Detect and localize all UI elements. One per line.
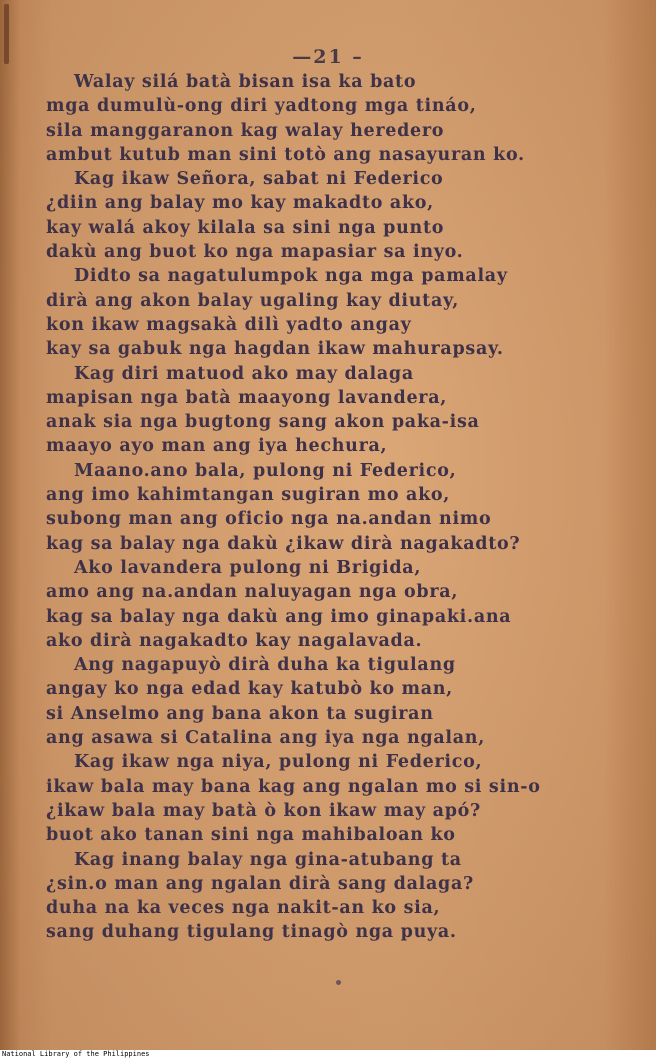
text-line: ang asawa si Catalina ang iya nga ngalan, xyxy=(46,728,485,749)
text-line: kon ikaw magsakà dilì yadto angay xyxy=(46,314,412,335)
text-line: ambut kutub man sini totò ang nasayuran ko. xyxy=(46,144,525,165)
ink-speck xyxy=(336,980,341,985)
text-line: ang imo kahimtangan sugiran mo ako, xyxy=(46,485,451,506)
text-line: duha na ka veces nga nakit-an ko sia, xyxy=(46,898,441,919)
library-credit: National Library of the Philippines xyxy=(2,1050,150,1058)
text-line: buot ako tanan sini nga mahibaloan ko xyxy=(46,825,456,846)
text-line: mapisan nga batà maayong lavandera, xyxy=(46,387,448,408)
text-line: kay walá akoy kilala sa sini nga punto xyxy=(46,217,445,238)
text-line: Walay silá batà bisan isa ka bato xyxy=(74,72,417,92)
text-line: Kag ikaw Señora, sabat ni Federico xyxy=(74,169,444,190)
text-line: Didto sa nagatulumpok nga mga pamalay xyxy=(74,266,508,287)
text-line: dirà ang akon balay ugaling kay diutay, xyxy=(46,290,459,311)
text-line: Kag diri matuod ako may dalaga xyxy=(74,363,414,384)
text-line: angay ko nga edad kay katubò ko man, xyxy=(46,679,453,700)
text-line: kay sa gabuk nga hagdan ikaw mahurapsay. xyxy=(46,339,504,360)
text-line: mga dumulù-ong diri yadtong mga tináo, xyxy=(46,96,477,117)
text-line: Ang nagapuyò dirà duha ka tigulang xyxy=(74,655,456,676)
text-line: ikaw bala may bana kag ang ngalan mo si sin-o xyxy=(46,776,541,797)
text-line: sila manggaranon kag walay heredero xyxy=(46,120,445,141)
text-line: maayo ayo man ang iya hechura, xyxy=(46,436,388,457)
text-line: kag sa balay nga dakù ¿ikaw dirà nagakadto? xyxy=(46,533,521,554)
text-line: Kag ikaw nga niya, pulong ni Federico, xyxy=(74,752,483,773)
text-line: subong man ang oficio nga na.andan nimo xyxy=(46,509,492,530)
page-binding-shadow xyxy=(0,0,20,1050)
text-line: amo ang na.andan naluyagan nga obra, xyxy=(46,582,459,603)
text-line: Kag inang balay nga gina-atubang ta xyxy=(74,849,462,870)
text-line: ¿ikaw bala may batà ò kon ikaw may apó? xyxy=(46,800,481,821)
text-line: anak sia nga bugtong sang akon paka-isa xyxy=(46,412,480,433)
text-line: ¿sin.o man ang ngalan dirà sang dalaga? xyxy=(46,873,474,894)
text-line: Ako lavandera pulong ni Brigida, xyxy=(74,557,422,578)
poem-text xyxy=(46,70,586,945)
text-line: ¿diin ang balay mo kay makadto ako, xyxy=(46,193,434,214)
text-line: si Anselmo ang bana akon ta sugiran xyxy=(46,703,434,724)
text-line: Maano.ano bala, pulong ni Federico, xyxy=(74,460,457,481)
page-number: —21 – xyxy=(292,46,364,68)
text-line: dakù ang buot ko nga mapasiar sa inyo. xyxy=(46,242,464,263)
text-line: kag sa balay nga dakù ang imo ginapaki.ana xyxy=(46,606,512,627)
text-line: sang duhang tigulang tinagò nga puya. xyxy=(46,922,457,943)
text-line: ako dirà nagakadto kay nagalavada. xyxy=(46,630,423,651)
